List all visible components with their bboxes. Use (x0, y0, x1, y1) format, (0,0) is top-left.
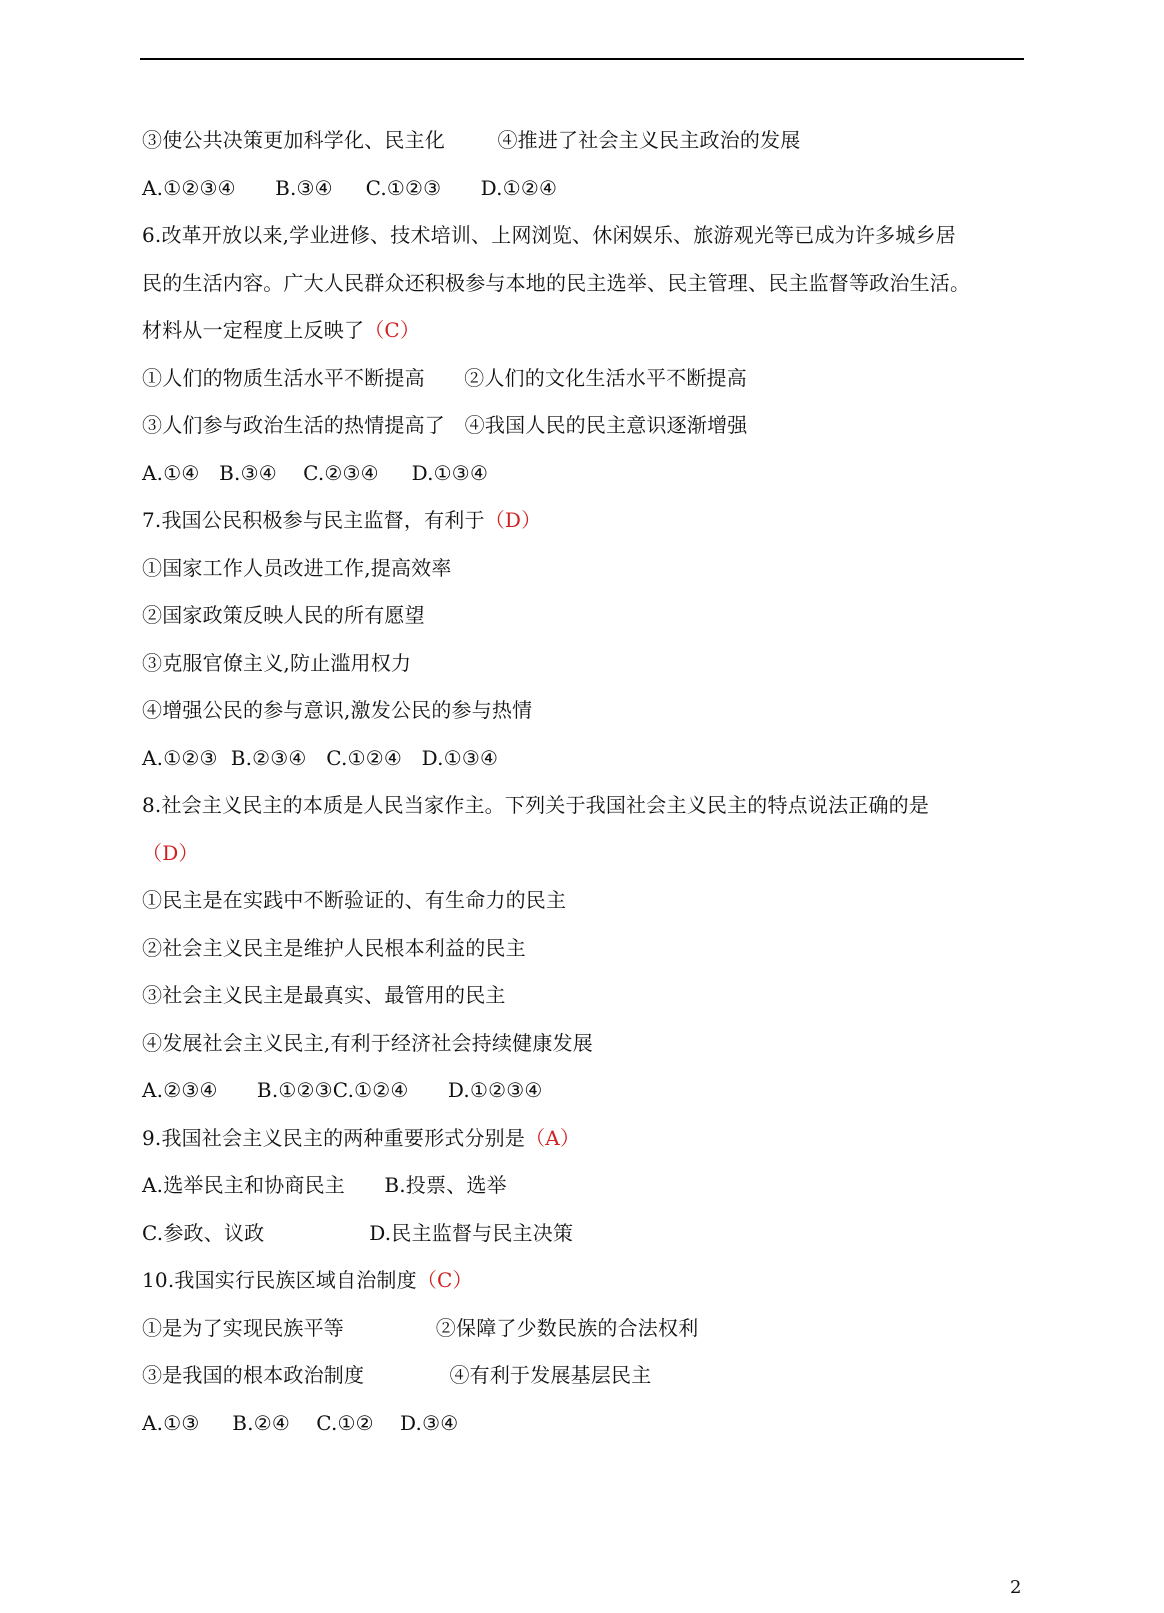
text-line (142, 411, 747, 439)
text-line (142, 221, 956, 249)
line-text: ①人们的物质生活水平不断提高 ②人们的文化生活水平不断提高 (142, 365, 747, 390)
line-text: ③使公共决策更加科学化、民主化 ④推进了社会主义民主政治的发展 (142, 128, 801, 152)
page-number: 2 (1010, 1577, 1022, 1598)
text-line (142, 791, 929, 819)
line-text: A.①②③④ B.③④ C.①②③ D.①②④ (142, 175, 558, 200)
line-text: A.①②③ B.②③④ C.①②④ D.①③④ (142, 745, 499, 770)
text-line (142, 126, 800, 154)
line-text: A.①③ B.②④ C.①② D.③④ (142, 1410, 459, 1435)
text-line (142, 886, 566, 914)
text-line (142, 744, 498, 772)
header-rule (140, 58, 1024, 60)
text-line (142, 1314, 698, 1342)
text-line (142, 364, 747, 392)
text-line (142, 1409, 458, 1437)
line-text: 民的生活内容。广大人民群众还积极参与本地的民主选举、民主管理、民主监督等政治生活。 (142, 270, 971, 295)
text-line (142, 1029, 593, 1057)
text-line (142, 1361, 651, 1389)
text-line (142, 1124, 580, 1152)
line-text: ③社会主义民主是最真实、最管用的民主 (142, 983, 506, 1007)
line-text: 材料从一定程度上反映了 (142, 318, 365, 342)
answer-mark: （D） (484, 508, 542, 532)
line-text: 6.改革开放以来,学业进修、技术培训、上网浏览、休闲娱乐、旅游观光等已成为许多城乡居 (142, 223, 956, 247)
line-text: 9.我国社会主义民主的两种重要形式分别是 (142, 1125, 526, 1150)
line-text: 7.我国公民积极参与民主监督，有利于 (142, 508, 485, 532)
text-line (142, 316, 420, 344)
line-text: 10.我国实行民族区域自治制度 (142, 1268, 417, 1292)
line-text: ④发展社会主义民主,有利于经济社会持续健康发展 (142, 1030, 593, 1055)
answer-mark: （A） (525, 1125, 581, 1150)
answer-mark: （C） (416, 1268, 473, 1292)
answer-mark: （D） (142, 840, 199, 865)
text-line (142, 649, 411, 677)
line-text: ③克服官僚主义,防止滥用权力 (142, 650, 412, 675)
line-text: A.选举民主和协商民主 B.投票、选举 (142, 1173, 507, 1197)
text-line (142, 839, 199, 867)
line-text: ①是为了实现民族平等 ②保障了少数民族的合法权利 (142, 1315, 699, 1340)
text-line (142, 1219, 573, 1247)
line-text: ①国家工作人员改进工作,提高效率 (142, 555, 452, 580)
line-text: ①民主是在实践中不断验证的、有生命力的民主 (142, 888, 567, 912)
line-text: ④增强公民的参与意识,激发公民的参与热情 (142, 698, 533, 722)
text-line (142, 459, 488, 487)
line-text: ②社会主义民主是维护人民根本利益的民主 (142, 935, 526, 960)
text-line (142, 981, 506, 1009)
line-text: A.②③④ B.①②③C.①②④ D.①②③④ (142, 1078, 543, 1102)
line-text: C.参政、议政 D.民主监督与民主决策 (142, 1220, 574, 1245)
text-line (142, 506, 541, 534)
text-line (142, 554, 452, 582)
answer-mark: （C） (364, 318, 421, 342)
text-line (142, 174, 557, 202)
line-text: 8.社会主义民主的本质是人民当家作主。下列关于我国社会主义民主的特点说法正确的是 (142, 793, 930, 817)
text-line (142, 1076, 542, 1104)
text-line (142, 1171, 507, 1199)
text-line (142, 696, 532, 724)
line-text: ③人们参与政治生活的热情提高了 ④我国人民的民主意识逐渐增强 (142, 413, 748, 437)
line-text: A.①④ B.③④ C.②③④ D.①③④ (142, 460, 489, 485)
text-line (142, 934, 526, 962)
text-line (142, 269, 970, 297)
line-text: ②国家政策反映人民的所有愿望 (142, 603, 425, 627)
text-line (142, 1266, 473, 1294)
text-line (142, 601, 425, 629)
line-text: ③是我国的根本政治制度 ④有利于发展基层民主 (142, 1363, 652, 1387)
